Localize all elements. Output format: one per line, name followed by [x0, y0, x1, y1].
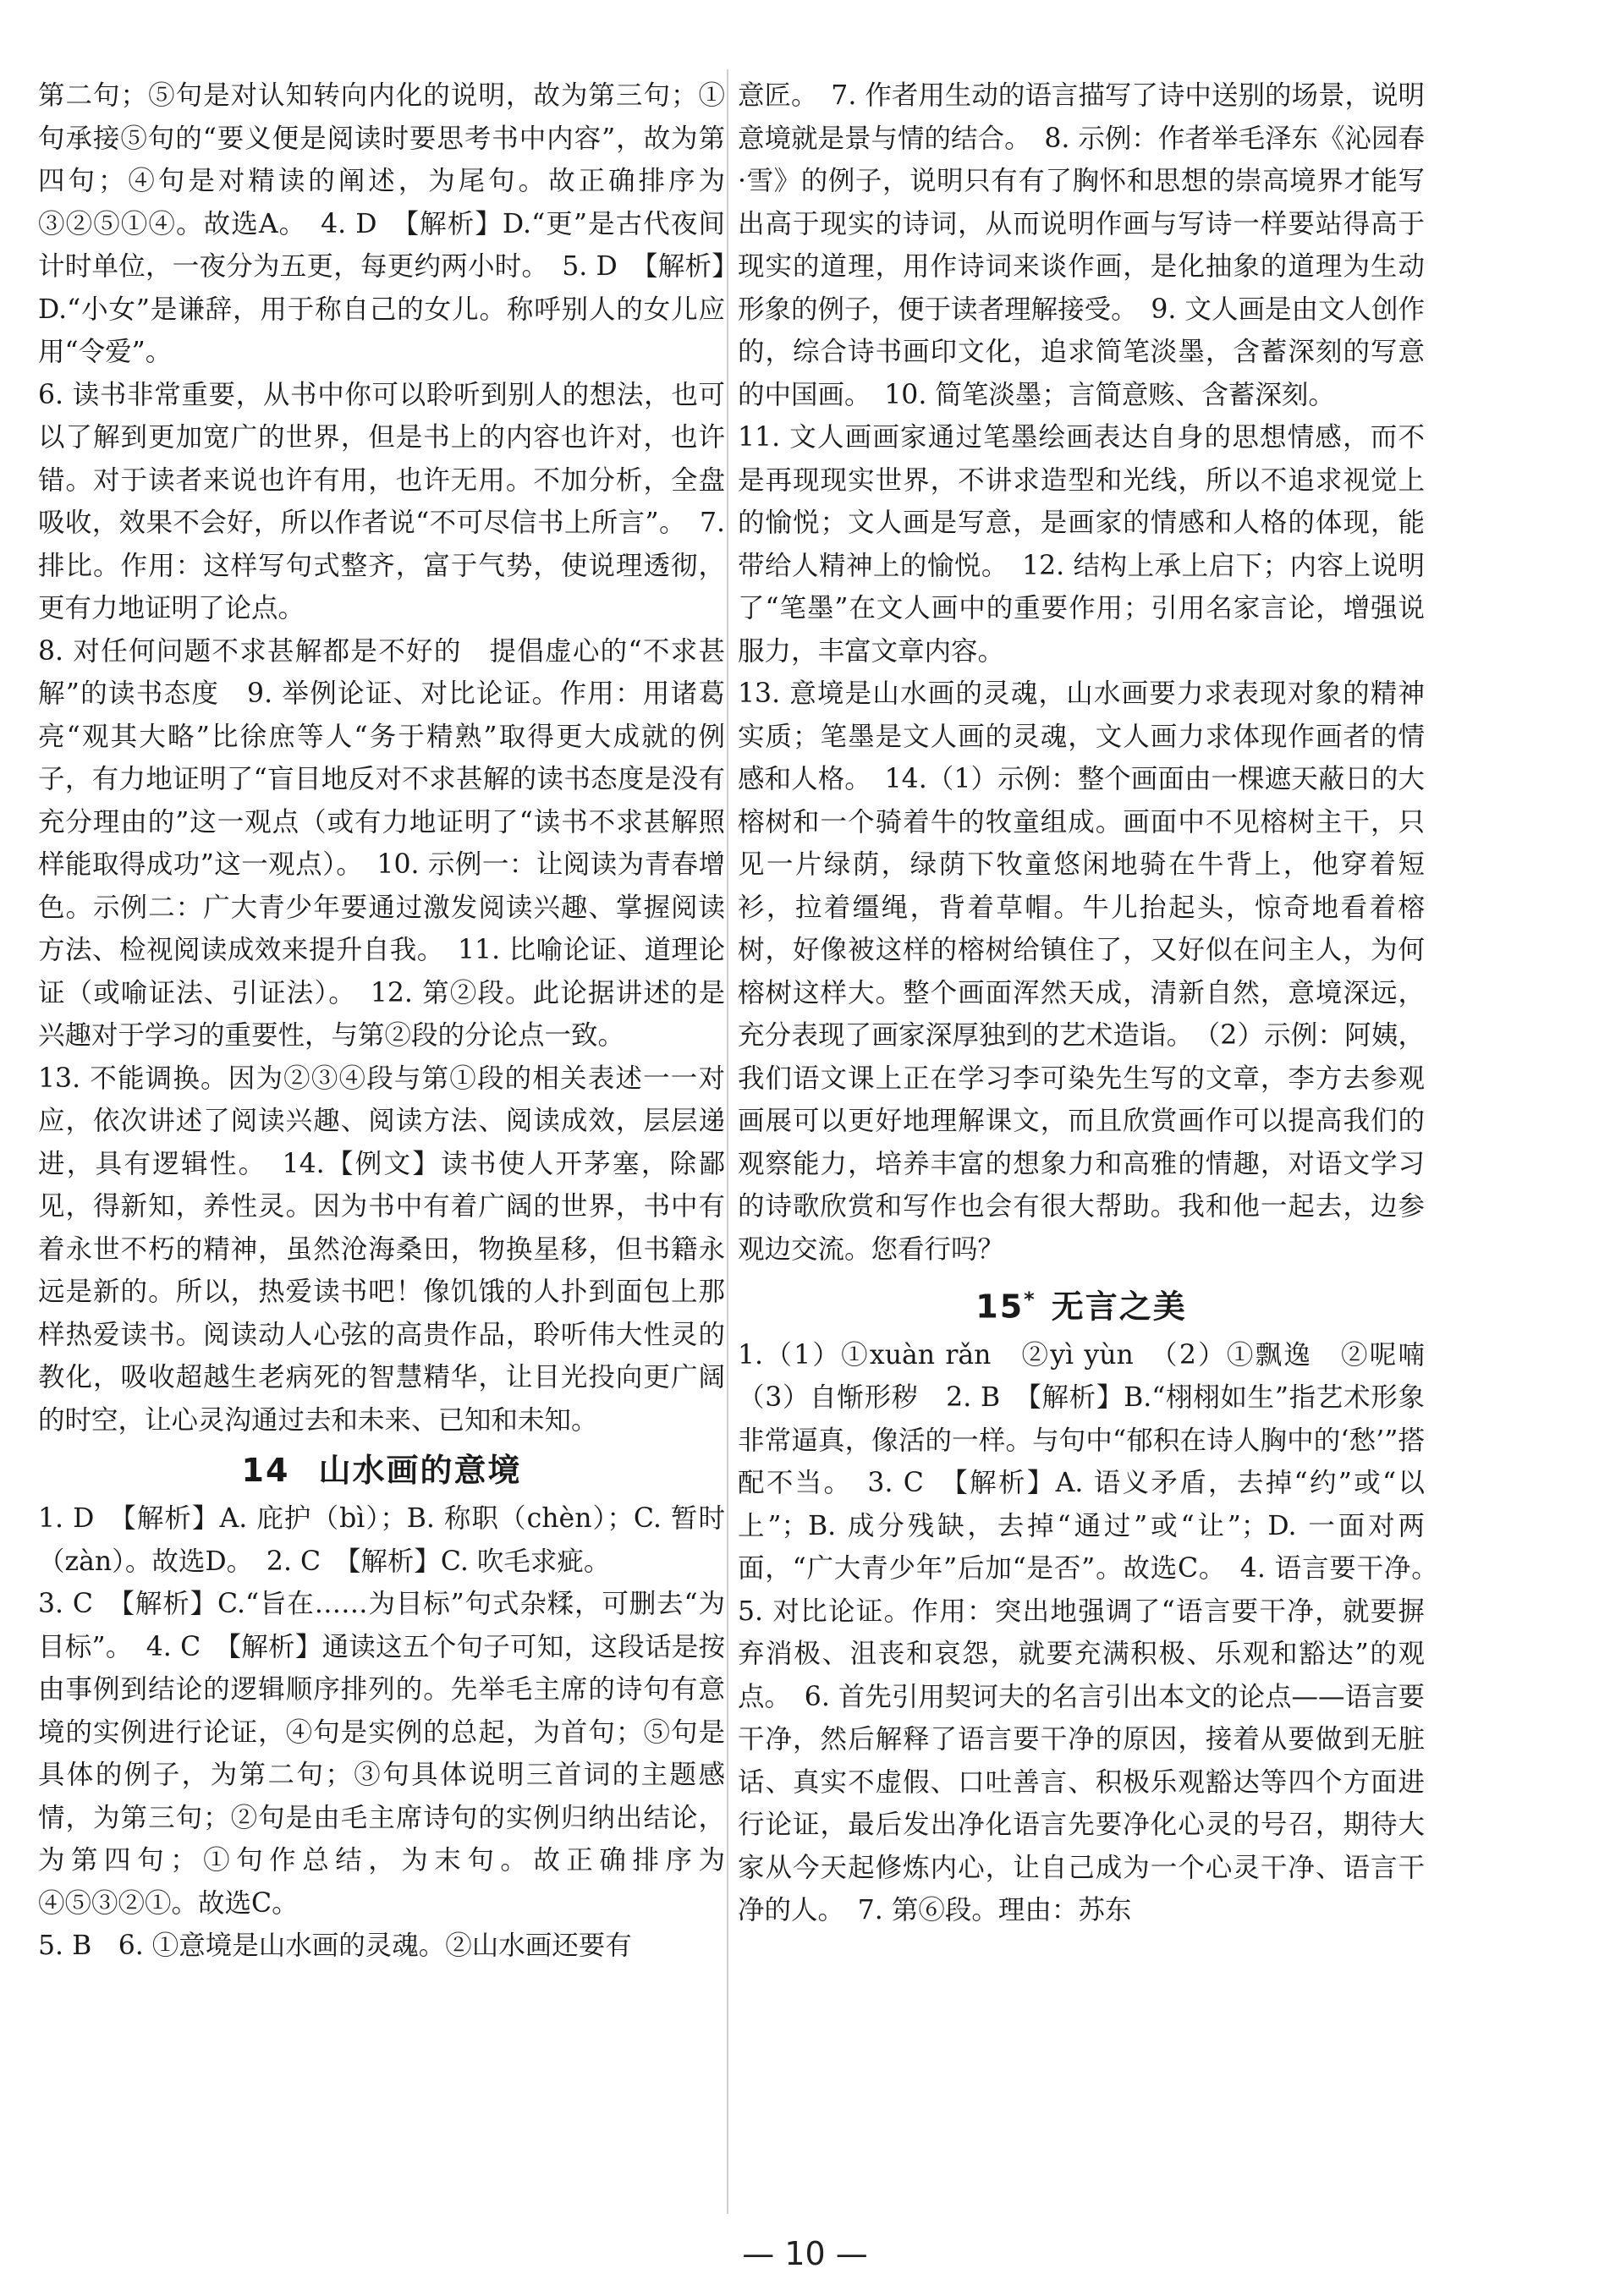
answer-paragraph: 13. 不能调换。因为②③④段与第①段的相关表述一一对应，依次讲述了阅读兴趣、阅读方法、阅读成效，层层递进，具有逻辑性。 14.【例文】读书使人开茅塞，除鄙见，得新知，养性灵。因为书中有着广阔的世界，书中有着永世不朽的精神，虽然沧海桑田，物换星移，但书籍永远是新的。所以，热爱读书吧！像饥饿的人扑到面包上那样热爱读书。阅读动人心弦的高贵作品，聆听伟大性灵的教化，吸收超越生老病死的智慧精华，让目光投向更广阔的时空，让心灵沟通过去和未来、已知和未知。 [38, 1063, 725, 1436]
answer-paragraph: 6. 读书非常重要，从书中你可以聆听到别人的想法，也可以了解到更加宽广的世界，但是书上的内容也许对，也许错。对于读者来说也许有用，也许无用。不加分析，全盘吸收，效果不会好，所以作者说“不可尽信书上所言”。 7. 排比。作用：这样写句式整齐，富于气势，使说理透彻，更有力地证明了论点。 [38, 379, 725, 623]
answer-paragraph: 1.（1）①xuàn rǎn ②yì yùn （2）①飘逸 ②呢喃（3）自惭形秽 2. B 【解析】B.“栩栩如生”指艺术形象非常逼真，像活的一样。与句中“郁积在诗人胸中的‘愁’”搭配不当。 3. C 【解析】A. 语义矛盾，去掉“约”或“以上”；B. 成分残缺，去掉“通过”或“让”；D. 一面对两面，“广大青少年”后加“是否”。故选C。 4. 语言要干净。 5. 对比论证。作用：突出地强调了“语言要干净，就要摒弃消极、沮丧和哀怨，就要充满积极、乐观和豁达”的观点。 6. 首先引用契诃夫的名言引出本文的论点——语言要干净，然后解释了语言要干净的原因，接着从要做到无脏话、真实不虚假、口吐善言、积极乐观豁达等四个方面进行论证，最后发出净化语言先要净化心灵的号召，期待大家从今天起修炼内心，让自己成为一个心灵干净、语言干净的人。 7. 第⑥段。理由：苏东 [738, 1339, 1452, 1926]
column-divider [727, 69, 728, 2214]
answer-paragraph: 3. C 【解析】C.“旨在……为目标”句式杂糅，可删去“为目标”。 4. C 【解析】通读这五个句子可知，这段话是按由事例到结论的逻辑顺序排列的。先举毛主席的诗句有意境的实例进行论证，④句是实例的总起，为首句；⑤句是具体的例子，为第二句；③句具体说明三首词的主题感情，为第三句；②句是由毛主席诗句的实例归纳出结论，为第四句；①句作总结，为末句。故正确排序为④⑤③②①。故选C。 [38, 1589, 725, 1919]
answer-paragraph: 11. 文人画画家通过笔墨绘画表达自身的思想情感，而不是再现现实世界，不讲求造型和光线，所以不追求视觉上的愉悦；文人画是写意，是画家的情感和人格的体现，能带给人精神上的愉悦。 12. 结构上承上启下；内容上说明了“笔墨”在文人画中的重要作用；引用名家言论，增强说服力，丰富文章内容。 [738, 422, 1425, 667]
section-title: 山水画的意境 [318, 1452, 522, 1489]
section-heading-15 [738, 1276, 1425, 1331]
section-title: 无言之美 [1051, 1288, 1187, 1326]
section-number: 15 [975, 1288, 1025, 1326]
left-column [38, 74, 725, 1968]
optional-star-mark: * [1024, 1288, 1036, 1311]
answer-paragraph: 8. 对任何问题不求甚解都是不好的 提倡虚心的“不求甚解”的读书态度 9. 举例论证、对比论证。作用：用诸葛亮“观其大略”比徐庶等人“务于精熟”取得更大成就的例子，有力地证明了“盲目地反对不求甚解的读书态度是没有充分理由的”这一观点（或有力地证明了“读书不求甚解照样能取得成功”这一观点）。 10. 示例一：让阅读为青春增色。示例二：广大青少年要通过激发阅读兴趣、掌握阅读方法、检视阅读成效来提升自我。 11. 比喻论证、道理论证（或喻证法、引证法）。 12. 第②段。此论据讲述的是兴趣对于学习的重要性，与第②段的分论点一致。 [38, 635, 725, 1051]
answer-paragraph: 1. D 【解析】A. 庇护（bì）；B. 称职（chèn）；C. 暂时（zàn）。故选D。 2. C 【解析】C. 吹毛求疵。 [38, 1503, 725, 1577]
answer-paragraph: 5. B 6. ①意境是山水画的灵魂。②山水画还要有 [38, 1931, 632, 1961]
section-number: 14 [241, 1452, 290, 1489]
page-number: — 10 — [742, 2235, 868, 2272]
right-column [738, 74, 1452, 1932]
answer-paragraph: 13. 意境是山水画的灵魂，山水画要力求表现对象的精神实质；笔墨是文人画的灵魂，文人画力求体现作画者的情感和人格。 14.（1）示例：整个画面由一棵遮天蔽日的大榕树和一个骑着牛的牧童组成。画面中不见榕树主干，只见一片绿荫，绿荫下牧童悠闲地骑在牛背上，他穿着短衫，拉着缰绳，背着草帽。牛儿抬起头，惊奇地看着榕树，好像被这样的榕树给镇住了，又好似在问主人，为何榕树这样大。整个画面浑然天成，清新自然，意境深远，充分表现了画家深厚独到的艺术造诣。 （2）示例：阿姨，我们语文课上正在学习李可染先生写的文章，李方去参观画展可以更好地理解课文，而且欣赏画作可以提高我们的观察能力，培养丰富的想象力和高雅的情趣，对语文学习的诗歌欣赏和写作也会有很大帮助。我和他一起去，边参观边交流。您看行吗？ [738, 678, 1425, 1265]
section-heading-14 [38, 1447, 725, 1494]
answer-paragraph: 意匠。 7. 作者用生动的语言描写了诗中送别的场景，说明意境就是景与情的结合。 8. 示例：作者举毛泽东《沁园春·雪》的例子，说明只有有了胸怀和思想的崇高境界才能写出高于现实的诗词，从而说明作画与写诗一样要站得高于现实的道理，用作诗词来谈作画，是化抽象的道理为生动形象的例子，便于读者理解接受。 9. 文人画是由文人创作的，综合诗书画印文化，追求简笔淡墨，含蓄深刻的写意的中国画。 10. 简笔淡墨；言简意赅、含蓄深刻。 [738, 80, 1425, 410]
answer-paragraph: 第二句；⑤句是对认知转向内化的说明，故为第三句；①句承接⑤句的“要义便是阅读时要思考书中内容”，故为第四句；④句是对精读的阐述，为尾句。故正确排序为③②⑤①④。故选A。 4. D 【解析】D.“更”是古代夜间计时单位，一夜分为五更，每更约两小时。 5. D 【解析】D.“小女”是谦辞，用于称自己的女儿。称呼别人的女儿应用“令爱”。 [38, 80, 725, 367]
